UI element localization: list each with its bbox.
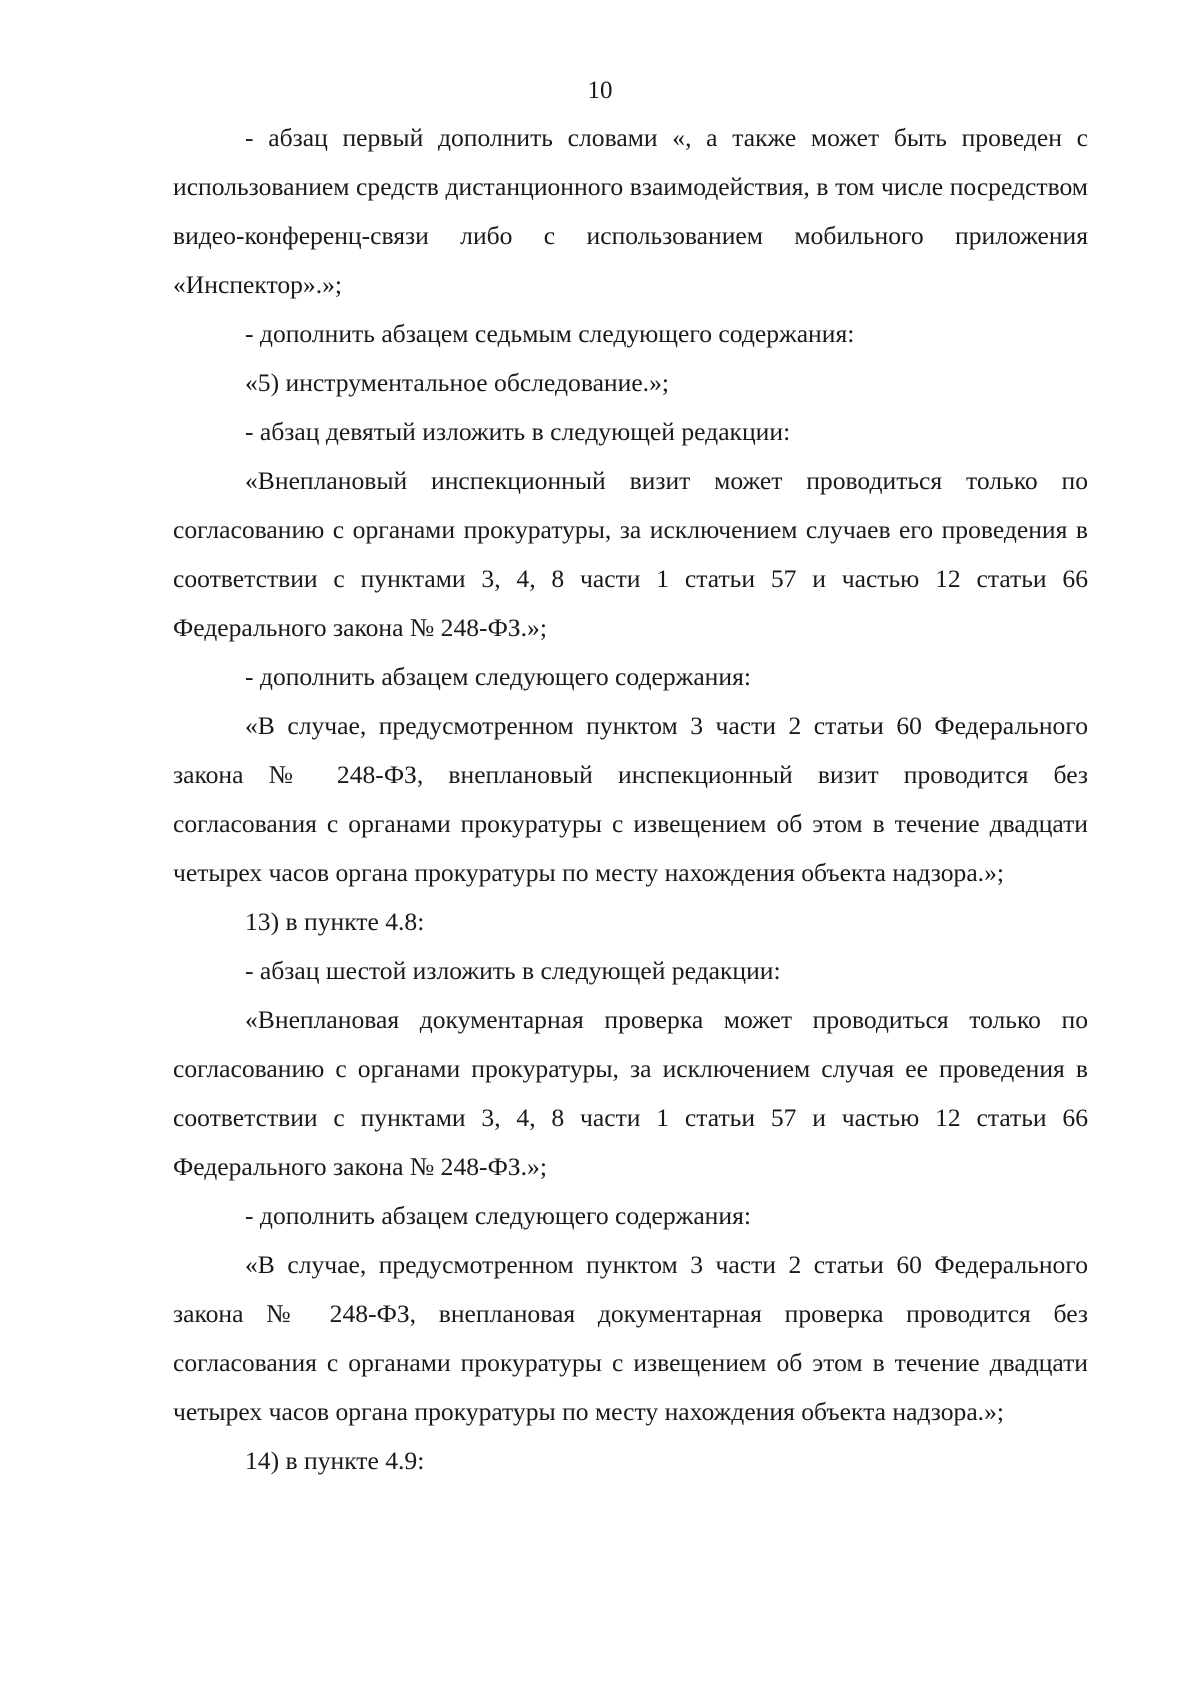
paragraph-ninth-abzac-edit: - абзац девятый изложить в следующей редакции: [245,417,791,446]
paragraph-add-abzac-2: - дополнить абзацем следующего содержания: [245,1201,751,1230]
paragraph-item-13: 13) в пункте 4.8: [245,907,425,936]
paragraph-visit-without-approval: «В случае, предусмотренном пунктом 3 части 2 статьи 60 Федерального закона № 248-ФЗ, внеплановый инспекционный визит проводится без согласования с органами прокуратуры с извещением об этом в течение двадцати четырех часов органа прокуратуры по месту нахождения объекта надзора.»; [173,711,1088,887]
paragraph-unscheduled-doc-check: «Внеплановая документарная проверка может проводиться только по согласованию с органами прокуратуры, за исключением случая ее проведения в соответствии с пунктами 3, 4, 8 части 1 статьи 57 и частью 12 статьи 66 Федерального закона № 248-ФЗ.»; [173,1005,1088,1181]
paragraph-instrumental-survey: «5) инструментальное обследование.»; [245,368,669,397]
paragraph-unscheduled-visit: «Внеплановый инспекционный визит может проводиться только по согласованию с органами прокуратуры, за исключением случаев его проведения в соответствии с пунктами 3, 4, 8 части 1 статьи 57 и частью 12 статьи 66 Федерального закона № 248-ФЗ.»; [173,466,1088,642]
paragraph-add-seventh-abzac: - дополнить абзацем седьмым следующего содержания: [245,319,855,348]
page-number: 10 [587,77,613,104]
paragraph-doc-check-without-approval: «В случае, предусмотренном пунктом 3 части 2 статьи 60 Федерального закона № 248-ФЗ, внеплановая документарная проверка проводится без согласования с органами прокуратуры с извещением об этом в течение двадцати четырех часов органа прокуратуры по месту нахождения объекта надзора.»; [173,1250,1088,1426]
paragraph-amend-first-abzac: - абзац первый дополнить словами «, а также может быть проведен с использованием средств дистанционного взаимодействия, в том числе посредством видео-конференц-связи либо с использованием мобильного приложения «Инспектор».»; [173,123,1088,299]
paragraph-add-abzac-1: - дополнить абзацем следующего содержания: [245,662,751,691]
document-body [173,113,1088,1485]
paragraph-item-14: 14) в пункте 4.9: [245,1446,425,1475]
paragraph-sixth-abzac-edit: - абзац шестой изложить в следующей редакции: [245,956,781,985]
